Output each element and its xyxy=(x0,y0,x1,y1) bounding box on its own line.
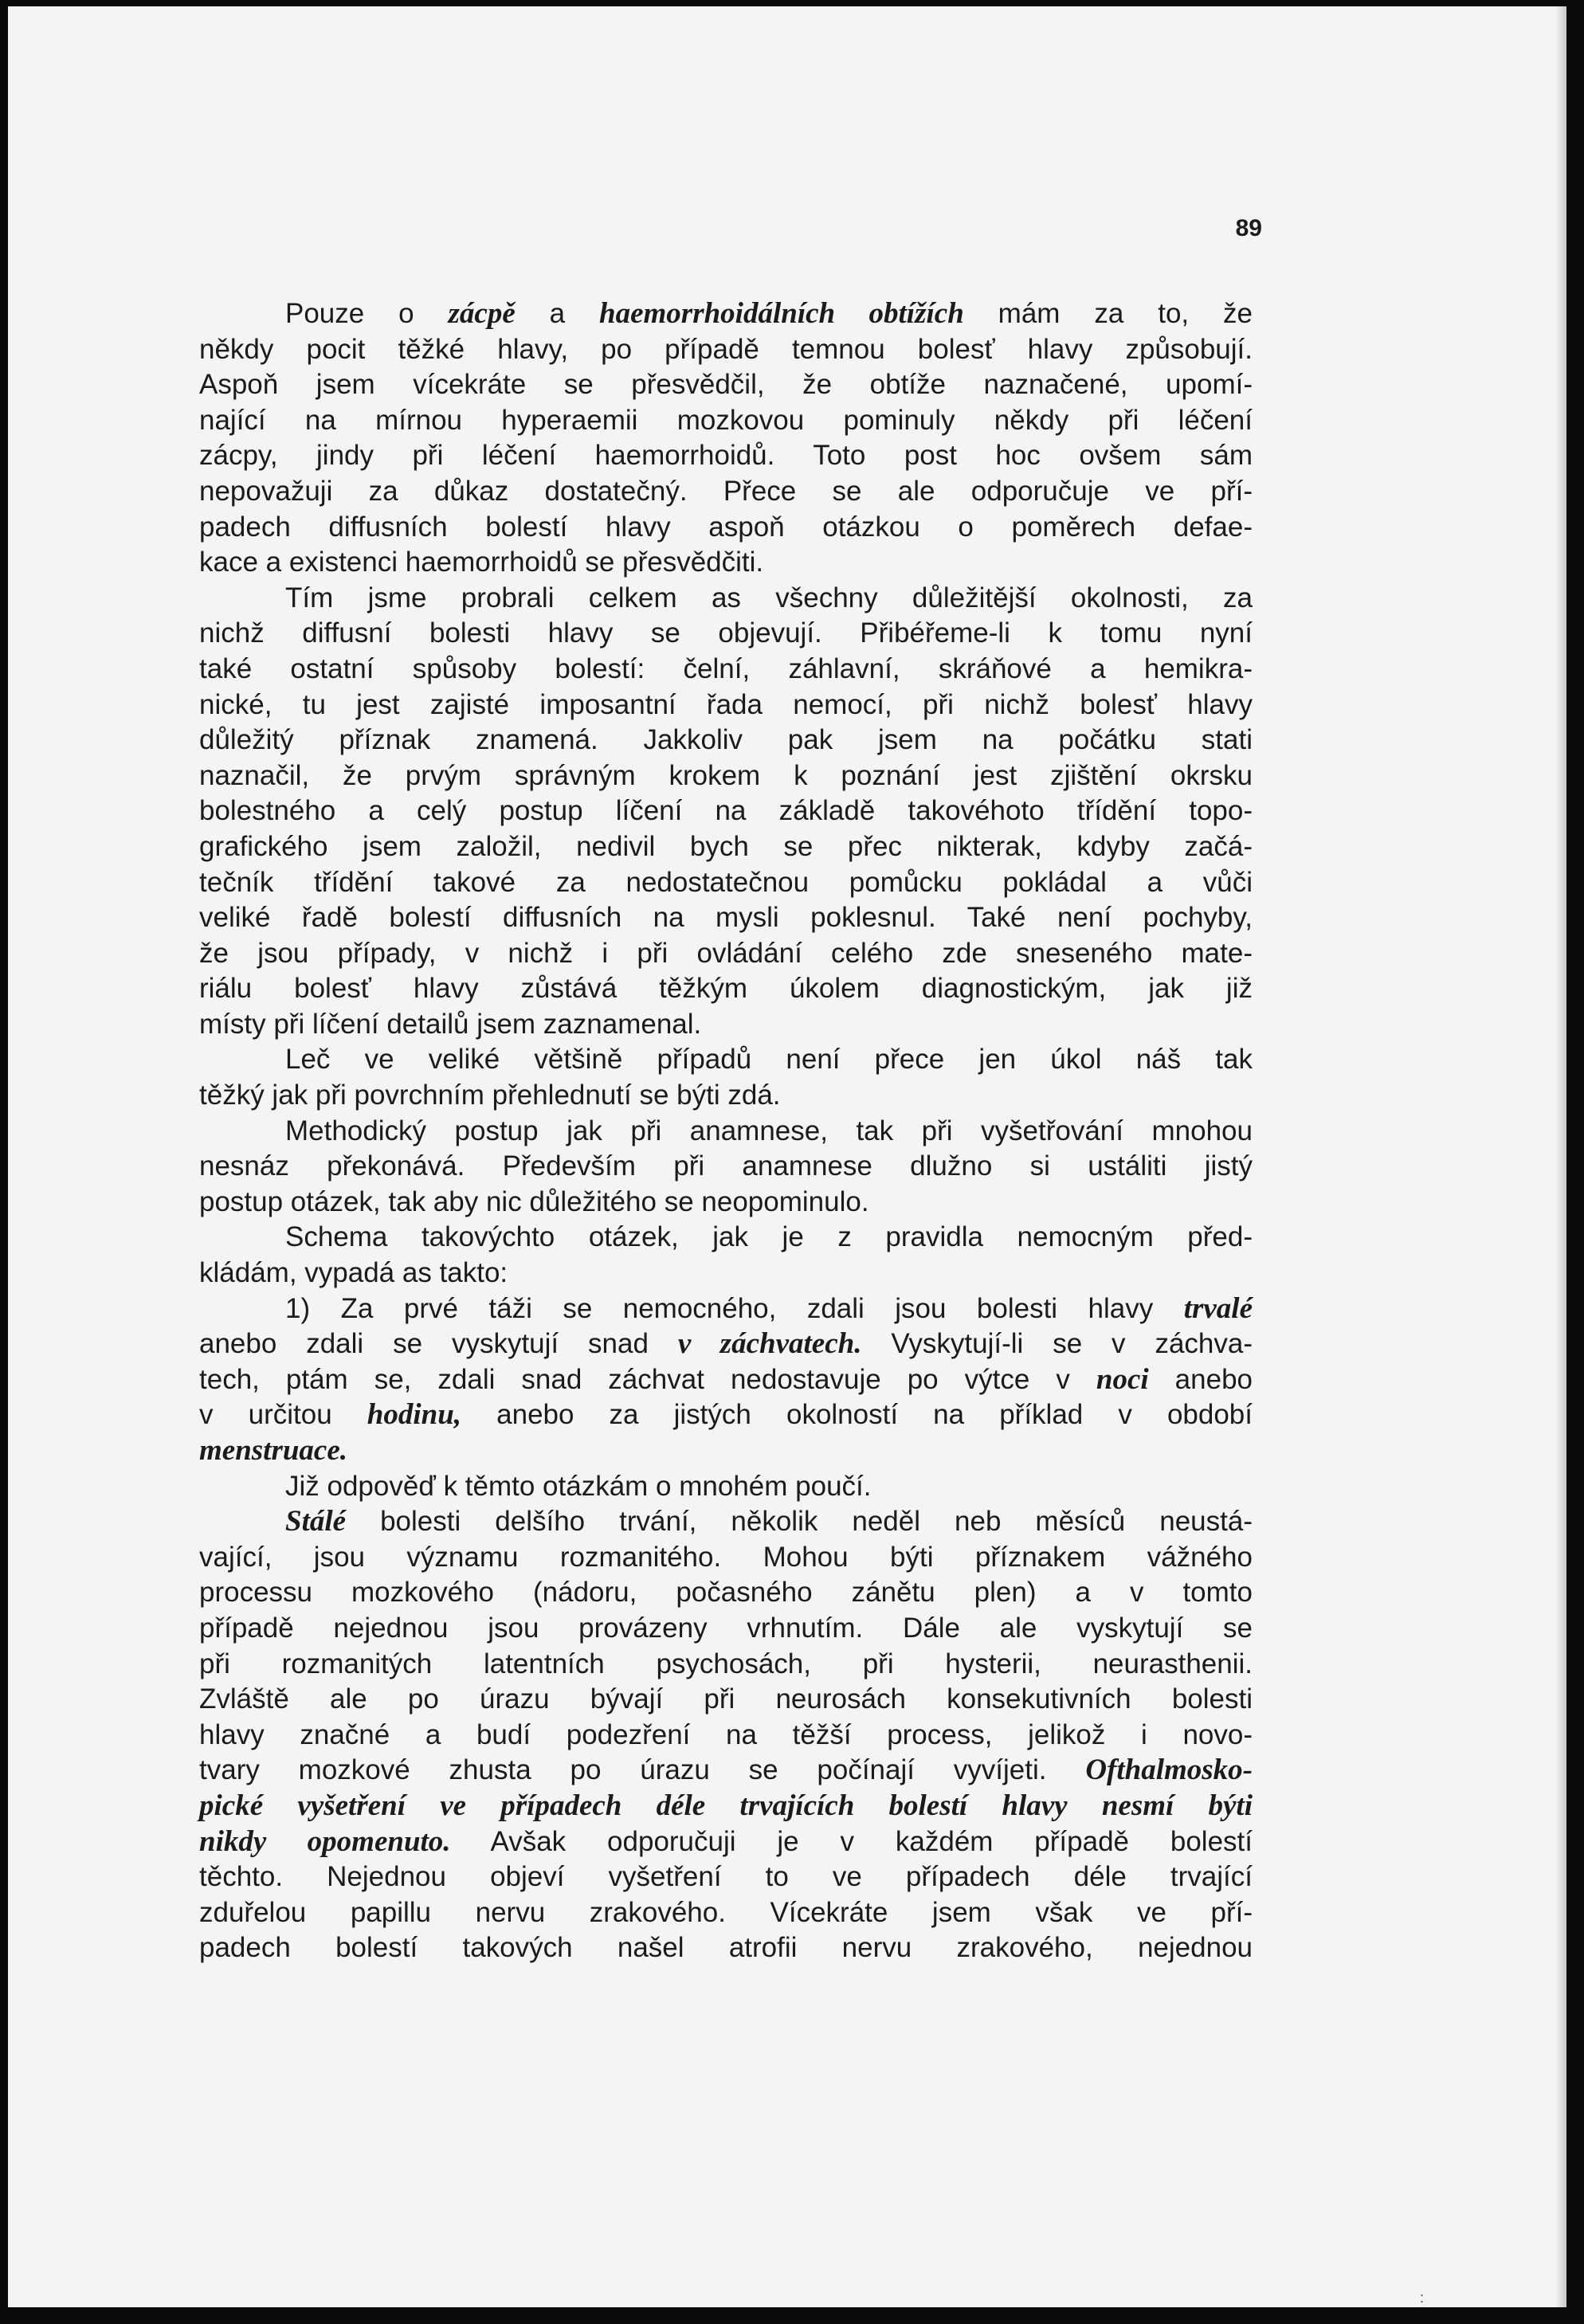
text-run: důležitý příznak znamená. Jakkoliv pak jsem na počátku stati xyxy=(199,724,1253,756)
text-run: těchto. Nejednou objeví vyšetření to ve případech déle trvající xyxy=(199,1861,1253,1893)
text-line xyxy=(199,688,1253,723)
text-line xyxy=(199,936,1253,972)
text-run: 1) Za prvé táži se nemocného, zdali jsou bolesti hlavy xyxy=(285,1292,1184,1324)
text-line xyxy=(199,865,1253,901)
text-line xyxy=(199,1185,1253,1221)
text-line xyxy=(199,367,1253,403)
text-line xyxy=(199,403,1253,439)
text-line xyxy=(199,332,1253,368)
text-line xyxy=(199,1718,1253,1754)
text-line xyxy=(199,829,1253,865)
text-run: nepovažuji za důkaz dostatečný. Přece se ale odporučuje ve pří- xyxy=(199,475,1253,507)
text-line xyxy=(199,1042,1253,1078)
text-line xyxy=(199,723,1253,758)
text-line xyxy=(199,1540,1253,1576)
text-line xyxy=(199,1860,1253,1895)
text-run: při rozmanitých latentních psychosách, při hysterii, neurasthenii. xyxy=(199,1648,1253,1679)
text-run: veliké řadě bolestí diffusních na mysli poklesnul. Také není pochyby, xyxy=(199,902,1253,934)
text-run: a xyxy=(515,298,600,329)
text-run: Pouze o xyxy=(285,298,449,329)
text-run: nající na mírnou hyperaemii mozkovou pominuly někdy při léčení xyxy=(199,404,1253,436)
text-line xyxy=(199,1007,1253,1043)
text-run: anebo za jistých okolností na příklad v období xyxy=(461,1399,1253,1431)
text-run: zduřelou papillu nervu zrakového. Vícekráte jsem však ve pří- xyxy=(199,1896,1253,1928)
text-run: processu mozkového (nádoru, počasného zánětu plen) a v tomto xyxy=(199,1577,1253,1609)
text-run: nichž diffusní bolesti hlavy se objevují. Přibéřeme-li k tomu nyní xyxy=(199,617,1253,649)
text-line xyxy=(199,1504,1253,1540)
text-run: také ostatní spůsoby bolestí: čelní, záhlavní, skráňové a hemikra- xyxy=(199,653,1253,684)
text-line xyxy=(199,794,1253,829)
text-line xyxy=(199,758,1253,794)
text-run: kládám, vypadá as takto: xyxy=(199,1257,508,1289)
text-line xyxy=(199,545,1253,581)
emphasized-text: nikdy opomenuto. xyxy=(199,1824,451,1858)
text-line xyxy=(199,1930,1253,1966)
text-line xyxy=(199,1682,1253,1718)
text-run: Již odpověď k těmto otázkám o mnohém poučí. xyxy=(285,1470,872,1502)
text-run: anebo xyxy=(1148,1363,1253,1395)
text-line xyxy=(199,1397,1253,1433)
text-line xyxy=(199,1824,1253,1860)
text-run: Methodický postup jak při anamnese, tak při vyšetřování mnohou xyxy=(285,1115,1253,1146)
text-run: padech diffusních bolestí hlavy aspoň otázkou o poměrech defae- xyxy=(199,511,1253,543)
text-run: někdy pocit těžké hlavy, po případě temnou bolesť hlavy způsobují. xyxy=(199,333,1253,365)
text-run: padech bolestí takových našel atrofii nervu zrakového, nejednou xyxy=(199,1932,1253,1964)
text-line xyxy=(199,1220,1253,1256)
text-run: Schema takovýchto otázek, jak je z pravidla nemocným před- xyxy=(285,1221,1253,1253)
text-line xyxy=(199,1789,1253,1824)
text-line xyxy=(199,581,1253,617)
text-line xyxy=(199,1078,1253,1114)
text-run: hlavy značné a budí podezření na těžší process, jelikož i novo- xyxy=(199,1719,1253,1750)
text-line xyxy=(199,1753,1253,1789)
text-line xyxy=(199,616,1253,652)
emphasized-text: haemorrhoidálních obtížích xyxy=(599,297,964,330)
emphasized-text: pické vyšetření ve případech déle trvajících bolestí hlavy nesmí býti xyxy=(199,1789,1253,1822)
text-run: anebo zdali se vyskytují snad xyxy=(199,1328,678,1360)
text-run: Tím jsme probrali celkem as všechny důležitější okolnosti, za xyxy=(285,582,1253,613)
text-run: že jsou případy, v nichž i při ovládání celého zde sneseného mate- xyxy=(199,937,1253,969)
emphasized-text: menstruace. xyxy=(199,1434,348,1467)
text-run: místy při líčení detailů jsem zaznamenal. xyxy=(199,1008,702,1040)
emphasized-text: zácpě xyxy=(448,297,516,330)
text-run: naznačil, že prvým správným krokem k poznání jest zjištění okrsku xyxy=(199,759,1253,791)
text-line xyxy=(199,1469,1253,1505)
text-run: tečník třídění takové za nedostatečnou pomůcku pokládal a vůči xyxy=(199,866,1253,898)
emphasized-text: trvalé xyxy=(1183,1291,1253,1325)
text-run: těžký jak při povrchním přehlednutí se býti zdá. xyxy=(199,1080,781,1111)
text-line xyxy=(199,438,1253,474)
text-line xyxy=(199,474,1253,510)
text-line xyxy=(199,296,1253,332)
text-run: grafického jsem založil, nedivil bych se přec nikterak, kdyby začá- xyxy=(199,830,1253,862)
text-line xyxy=(199,1327,1253,1362)
text-run: Aspoň jsem vícekráte se přesvědčil, že obtíže naznačené, upomí- xyxy=(199,369,1253,401)
text-line xyxy=(199,1256,1253,1291)
text-line xyxy=(199,1291,1253,1327)
text-run: bolesti delšího trvání, několik neděl neb měsíců neustá- xyxy=(346,1506,1253,1538)
text-run: nesnáz překonává. Především při anamnese dlužno si ustáliti jistý xyxy=(199,1150,1253,1182)
text-line xyxy=(199,1611,1253,1647)
text-run: případě nejednou jsou provázeny vrhnutím. Dále ale vyskytují se xyxy=(199,1612,1253,1644)
text-line xyxy=(199,1114,1253,1150)
text-run: zácpy, jindy při léčení haemorrhoidů. Toto post hoc ovšem sám xyxy=(199,440,1253,472)
text-run: v určitou xyxy=(199,1399,367,1431)
text-body xyxy=(199,296,1253,1966)
emphasized-text: v záchvatech. xyxy=(677,1327,862,1361)
emphasized-text: noci xyxy=(1096,1362,1149,1396)
text-run: bolestného a celý postup líčení na základě takovéhoto třídění topo- xyxy=(199,795,1253,827)
text-run: riálu bolesť hlavy zůstává těžkým úkolem diagnostickým, jak již xyxy=(199,973,1253,1005)
bottom-margin-mark: : xyxy=(1420,2290,1425,2306)
emphasized-text: hodinu, xyxy=(367,1398,462,1432)
text-line xyxy=(199,1362,1253,1398)
text-run: tech, ptám se, zdali snad záchvat nedostavuje po výtce v xyxy=(199,1363,1096,1395)
emphasized-text: Stálé xyxy=(285,1505,347,1538)
text-line xyxy=(199,1895,1253,1931)
text-line xyxy=(199,652,1253,688)
text-run: Avšak odporučuji je v každém případě bolestí xyxy=(450,1825,1253,1857)
text-run: postup otázek, tak aby nic důležitého se neopominulo. xyxy=(199,1186,869,1217)
emphasized-text: Ofthalmosko- xyxy=(1085,1754,1253,1787)
text-line xyxy=(199,971,1253,1007)
text-run: Leč ve veliké většině případů není přece jen úkol náš tak xyxy=(285,1044,1253,1076)
text-run: tvary mozkové zhusta po úrazu se počínají vyvíjeti. xyxy=(199,1754,1086,1786)
text-run: Zvláště ale po úrazu bývají při neurosách konsekutivních bolesti xyxy=(199,1683,1253,1715)
text-line xyxy=(199,1575,1253,1611)
text-line xyxy=(199,510,1253,546)
text-line xyxy=(199,1647,1253,1683)
text-run: kace a existenci haemorrhoidů se přesvědčiti. xyxy=(199,547,764,578)
text-run: nické, tu jest zajisté imposantní řada nemocí, při nichž bolesť hlavy xyxy=(199,688,1253,720)
page-edge-shadow xyxy=(1555,6,1566,2307)
page-number: 89 xyxy=(1235,215,1262,241)
text-line xyxy=(199,1433,1253,1469)
text-run: Vyskytují-li se v záchva- xyxy=(861,1328,1253,1360)
text-line xyxy=(199,1149,1253,1185)
book-page xyxy=(8,6,1566,2307)
text-line xyxy=(199,900,1253,936)
text-run: mám za to, že xyxy=(963,298,1253,329)
text-run: vající, jsou významu rozmanitého. Mohou býti příznakem vážného xyxy=(199,1541,1253,1573)
